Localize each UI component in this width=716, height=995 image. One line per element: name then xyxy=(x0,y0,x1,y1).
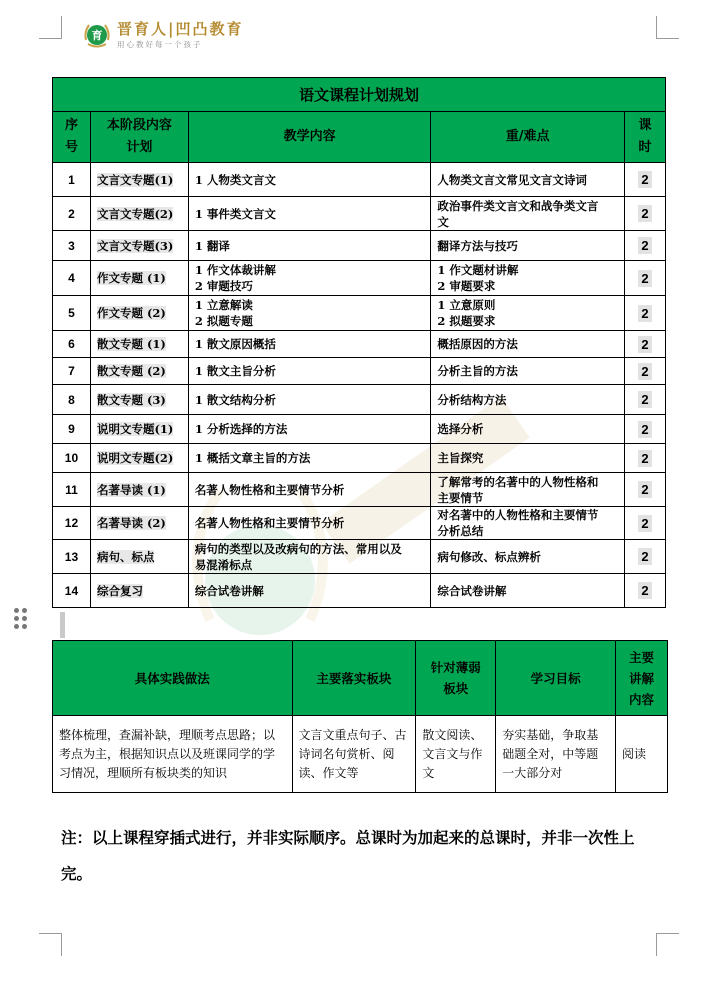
cell-line: 易混淆标点 xyxy=(194,557,253,572)
cell-line: 1 事件类文言文 xyxy=(194,206,276,221)
table-row xyxy=(53,358,666,385)
cell-plan xyxy=(90,574,188,608)
cell-teaching xyxy=(188,385,431,415)
practice-header-row xyxy=(53,641,668,716)
cell-hours xyxy=(624,415,665,444)
cell-line: 名著人物性格和主要情节分析 xyxy=(194,482,345,497)
cell-plan xyxy=(90,415,188,444)
cell-teaching xyxy=(188,415,431,444)
cell-line: 病句的类型以及改病句的方法、常用以及 xyxy=(194,541,402,556)
cell-key-points xyxy=(431,540,625,574)
table-row xyxy=(53,507,666,540)
cell-key-points xyxy=(431,261,625,296)
cell-line: 1 立意解读 xyxy=(194,298,253,312)
cell-line: 1 作文题材讲解 xyxy=(437,263,519,277)
cell-plan xyxy=(90,385,188,415)
cell-line: 1 作文体裁讲解 xyxy=(194,263,276,277)
cell-index: 9 xyxy=(53,415,91,444)
plan-label: 名著导读 (1) xyxy=(96,482,166,497)
cell-weak: 散文阅读、文言文与作文 xyxy=(416,716,496,793)
hours-value: 2 xyxy=(638,305,651,322)
page-corner-mark xyxy=(656,933,679,956)
table-row xyxy=(53,385,666,415)
cell-line: 2 拟题要求 xyxy=(437,314,496,328)
cell-line: 政治事件类文言文和战争类文言 xyxy=(437,198,599,213)
cell-index: 8 xyxy=(53,385,91,415)
header-key-points: 重/难点 xyxy=(431,112,625,163)
table-row xyxy=(53,163,666,197)
practice-table xyxy=(52,640,668,793)
cell-index: 6 xyxy=(53,331,91,358)
cell-line: 1 立意原则 xyxy=(437,298,496,312)
cell-plan xyxy=(90,358,188,385)
hours-value: 2 xyxy=(638,481,651,498)
cell-teaching xyxy=(188,331,431,358)
cell-plan xyxy=(90,507,188,540)
cell-line: 了解常考的名著中的人物性格和 xyxy=(437,474,599,489)
cell-key-points xyxy=(431,415,625,444)
cell-plan xyxy=(90,540,188,574)
cell-key-points xyxy=(431,473,625,507)
logo-slogan: 用心教好每一个孩子 xyxy=(117,39,203,49)
cell-plan xyxy=(90,261,188,296)
practice-row xyxy=(53,716,668,793)
cell-line: 分析结构方法 xyxy=(437,392,507,407)
cell-key-points xyxy=(431,574,625,608)
hours-value: 2 xyxy=(638,205,651,222)
cell-index: 7 xyxy=(53,358,91,385)
cell-teaching xyxy=(188,473,431,507)
cell-hours xyxy=(624,385,665,415)
plan-label: 作文专题 (2) xyxy=(96,306,166,320)
cell-index: 1 xyxy=(53,163,91,197)
hours-value: 2 xyxy=(638,363,651,380)
page-corner-mark xyxy=(39,16,62,39)
plan-label: 文言文专题(2) xyxy=(96,206,174,221)
hours-value: 2 xyxy=(638,582,651,599)
cell-plan xyxy=(90,163,188,197)
header-goal: 学习目标 xyxy=(496,641,616,716)
cell-hours xyxy=(624,331,665,358)
cell-line: 1 散文结构分析 xyxy=(194,392,276,407)
cell-hours xyxy=(624,473,665,507)
svg-text:育: 育 xyxy=(91,29,103,42)
cell-line: 人物类文言文常见文言文诗词 xyxy=(437,172,587,187)
hours-value: 2 xyxy=(638,391,651,408)
plan-label: 名著导读 (2) xyxy=(96,516,166,530)
table-row xyxy=(53,296,666,331)
cell-line: 主要情节 xyxy=(437,490,484,505)
cell-teaching xyxy=(188,540,431,574)
table-row xyxy=(53,540,666,574)
cell-hours xyxy=(624,444,665,473)
cell-teaching xyxy=(188,296,431,331)
cell-index: 4 xyxy=(53,261,91,296)
cell-line: 2 审题要求 xyxy=(437,279,496,293)
header-weak: 针对薄弱板块 xyxy=(416,641,496,716)
table-row xyxy=(53,331,666,358)
cell-key-points xyxy=(431,231,625,261)
cell-teaching xyxy=(188,574,431,608)
table-row xyxy=(53,473,666,507)
cell-line: 1 分析选择的方法 xyxy=(194,422,288,436)
cell-key-points xyxy=(431,331,625,358)
plan-label: 说明文专题(1) xyxy=(96,422,174,436)
cell-line: 名著人物性格和主要情节分析 xyxy=(194,516,345,530)
cell-plan xyxy=(90,331,188,358)
cell-index: 12 xyxy=(53,507,91,540)
table-row xyxy=(53,444,666,473)
hours-value: 2 xyxy=(638,237,651,254)
hours-value: 2 xyxy=(638,171,651,188)
cell-line: 翻译方法与技巧 xyxy=(437,238,518,253)
cell-line: 文 xyxy=(437,214,449,229)
cell-index: 5 xyxy=(53,296,91,331)
cell-teaching xyxy=(188,261,431,296)
plan-label: 综合复习 xyxy=(96,583,143,598)
plan-label: 说明文专题(2) xyxy=(96,451,174,465)
header-index: 序号 xyxy=(53,112,91,163)
cell-line: 1 散文主旨分析 xyxy=(194,364,276,378)
cell-index: 10 xyxy=(53,444,91,473)
cell-teaching xyxy=(188,444,431,473)
cell-teaching xyxy=(188,231,431,261)
laurel-logo-icon xyxy=(82,20,112,50)
cell-line: 综合试卷讲解 xyxy=(194,583,264,598)
cell-plan xyxy=(90,197,188,231)
cell-line: 病句修改、标点辨析 xyxy=(437,549,541,564)
cell-plan xyxy=(90,296,188,331)
plan-label: 散文专题 (1) xyxy=(96,337,166,351)
page-corner-mark xyxy=(656,16,679,39)
cell-hours xyxy=(624,574,665,608)
cell-hours xyxy=(624,163,665,197)
cell-key-points xyxy=(431,358,625,385)
brand-logo xyxy=(82,18,243,52)
table-row xyxy=(53,574,666,608)
cell-line: 1 翻译 xyxy=(194,238,230,253)
cell-hours xyxy=(624,540,665,574)
cell-hours xyxy=(624,296,665,331)
cell-line: 选择分析 xyxy=(437,422,484,436)
table-title: 语文课程计划规划 xyxy=(53,78,666,112)
drag-handle[interactable] xyxy=(14,608,28,634)
header-hours: 课时 xyxy=(624,112,665,163)
plan-label: 散文专题 (2) xyxy=(96,364,166,378)
cell-plan xyxy=(90,444,188,473)
cell-hours xyxy=(624,358,665,385)
table-row xyxy=(53,415,666,444)
cell-index: 11 xyxy=(53,473,91,507)
header-content-plan: 本阶段内容计划 xyxy=(90,112,188,163)
cell-line: 分析总结 xyxy=(437,524,484,538)
cell-key-points xyxy=(431,507,625,540)
logo-name: 晋育人|凹凸教育 xyxy=(117,19,244,38)
header-main: 主要讲解内容 xyxy=(616,641,668,716)
cell-index: 2 xyxy=(53,197,91,231)
table-row xyxy=(53,261,666,296)
cell-key-points xyxy=(431,444,625,473)
cell-line: 概括原因的方法 xyxy=(437,337,518,351)
table-row xyxy=(53,231,666,261)
plan-label: 文言文专题(3) xyxy=(96,238,174,253)
cell-line: 对名著中的人物性格和主要情节 xyxy=(437,508,599,522)
table-header-row xyxy=(53,112,666,163)
hours-value: 2 xyxy=(638,450,651,467)
cell-teaching xyxy=(188,358,431,385)
cell-modules: 文言文重点句子、古诗词名句赏析、阅读、作文等 xyxy=(292,716,416,793)
cell-key-points xyxy=(431,163,625,197)
cell-line: 1 散文原因概括 xyxy=(194,337,276,351)
cell-line: 主旨探究 xyxy=(437,451,484,465)
plan-label: 作文专题 (1) xyxy=(96,271,166,285)
cell-main: 阅读 xyxy=(616,716,668,793)
hours-value: 2 xyxy=(638,336,651,353)
plan-label: 文言文专题(1) xyxy=(96,172,174,187)
header-modules: 主要落实板块 xyxy=(292,641,416,716)
cell-index: 3 xyxy=(53,231,91,261)
cell-teaching xyxy=(188,163,431,197)
hours-value: 2 xyxy=(638,270,651,287)
cell-index: 13 xyxy=(53,540,91,574)
hours-value: 2 xyxy=(638,515,651,532)
cell-line: 2 审题技巧 xyxy=(194,279,253,293)
cell-teaching xyxy=(188,197,431,231)
cell-hours xyxy=(624,261,665,296)
cell-key-points xyxy=(431,197,625,231)
plan-label: 散文专题 (3) xyxy=(96,392,166,407)
footnote: 注：以上课程穿插式进行，并非实际顺序。总课时为加起来的总课时，并非一次性上完。 xyxy=(61,829,635,883)
table-row xyxy=(53,197,666,231)
header-teaching: 教学内容 xyxy=(188,112,431,163)
cell-line: 2 拟题专题 xyxy=(194,314,253,328)
cell-plan xyxy=(90,231,188,261)
course-plan-table xyxy=(52,77,666,608)
plan-label: 病句、标点 xyxy=(96,549,155,564)
cell-line: 分析主旨的方法 xyxy=(437,364,518,378)
cell-line: 1 概括文章主旨的方法 xyxy=(194,451,311,465)
cell-key-points xyxy=(431,296,625,331)
text-cursor-bar xyxy=(60,612,65,638)
cell-method: 整体梳理，查漏补缺，理顺考点思路；以考点为主，根据知识点以及班课同学的学习情况，理顺所有板块类的知识 xyxy=(53,716,293,793)
cell-line: 综合试卷讲解 xyxy=(437,583,507,598)
header-method: 具体实践做法 xyxy=(53,641,293,716)
hours-value: 2 xyxy=(638,421,651,438)
page-corner-mark xyxy=(39,933,62,956)
cell-index: 14 xyxy=(53,574,91,608)
cell-key-points xyxy=(431,385,625,415)
cell-goal: 夯实基础，争取基础题全对，中等题一大部分对 xyxy=(496,716,616,793)
cell-teaching xyxy=(188,507,431,540)
cell-hours xyxy=(624,231,665,261)
cell-line: 1 人物类文言文 xyxy=(194,172,276,187)
cell-hours xyxy=(624,507,665,540)
cell-hours xyxy=(624,197,665,231)
hours-value: 2 xyxy=(638,548,651,565)
cell-plan xyxy=(90,473,188,507)
